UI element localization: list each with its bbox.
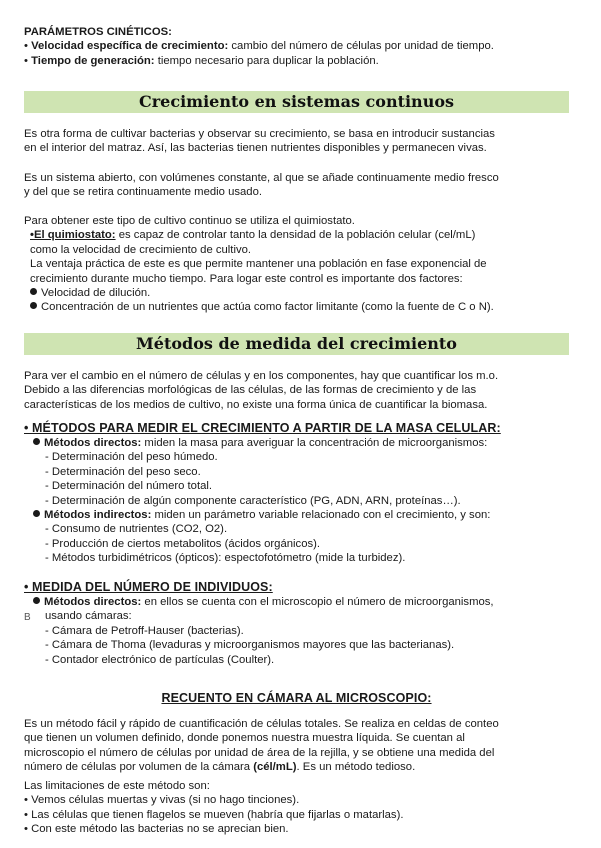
text-line: características de los medios de cultivo, no existe una forma única de cuantificar la biomasa.	[24, 398, 488, 411]
quimiostato-line	[24, 228, 580, 242]
count-direct-term: Métodos directos:	[44, 596, 142, 608]
bullet-dot-icon	[30, 302, 37, 309]
bullet: •	[24, 54, 28, 67]
text-segment: . Es un método tedioso.	[296, 761, 416, 774]
list-item: - Cámara de Thoma (levaduras y microorganismos mayores que las bacterianas).	[45, 639, 455, 652]
indirect-methods	[24, 508, 580, 522]
text-line: Es otra forma de cultivar bacterias y observar su crecimiento, se basa en introducir sustancias	[24, 128, 495, 140]
list-item: - Determinación del peso seco.	[45, 465, 201, 478]
mass-heading: • MÉTODOS PARA MEDIR EL CRECIMIENTO A PARTIR DE LA MASA CELULAR:	[24, 421, 501, 435]
list-item: - Determinación de algún componente característico (PG, ADN, ARN, proteínas…).	[45, 494, 461, 507]
indirect-term: Métodos indirectos:	[44, 509, 152, 522]
text-line-last	[24, 760, 580, 774]
text-line: Es un sistema abierto, con volúmenes constante, al que se añade continuamente medio fresco	[24, 172, 499, 184]
mass-methods	[24, 420, 580, 566]
direct-term: Métodos directos:	[44, 437, 142, 449]
text-line: y del que se retira continuamente medio usado.	[24, 186, 263, 199]
bullet: •	[24, 40, 28, 53]
list-item: - Determinación del número total.	[45, 480, 213, 493]
text-line: como la velocidad de crecimiento de cultivo.	[30, 243, 252, 256]
text-line: microscopio el número de células por unidad de área de la rejilla, y se obtiene una medida del	[24, 746, 495, 759]
direct-text: miden la masa para averiguar la concentración de microorganismos:	[141, 437, 488, 449]
text-line: Para obtener este tipo de cultivo continuo se utiliza el quimiostato.	[24, 215, 355, 227]
list-item: - Cámara de Petroff-Hauser (bacterias).	[45, 624, 244, 637]
kinetic-section	[24, 25, 580, 68]
chamber-limits	[24, 779, 580, 837]
limit-item: • Con este método las bacterias no se aprecian bien.	[24, 823, 289, 836]
chamber-heading-wrap	[24, 691, 569, 705]
list-item: - Contador electrónico de partículas (Coulter).	[45, 653, 275, 666]
text-line: Es un método fácil y rápido de cuantificación de células totales. Se realiza en celdas de conteo	[24, 718, 499, 730]
chamber-heading: RECUENTO EN CÁMARA AL MICROSCOPIO:	[161, 691, 432, 705]
kinetic-term: Tiempo de generación:	[31, 54, 155, 67]
list-item: - Producción de ciertos metabolitos (ácidos orgánicos).	[45, 537, 321, 550]
direct-methods	[24, 436, 580, 450]
count-direct	[24, 595, 580, 609]
text-segment: número de células por volumen de la cámara	[24, 761, 254, 774]
factor-text: Velocidad de dilución.	[41, 287, 151, 300]
list-item: - Determinación del peso húmedo.	[45, 451, 218, 464]
kinetic-item	[24, 39, 580, 53]
text-line: Para ver el cambio en el número de células y en los componentes, hay que cuantificar los m.o.	[24, 370, 499, 382]
unit-bold: (cél/mL)	[253, 761, 297, 774]
factor-item	[24, 286, 580, 300]
section-title-methods: Métodos de medida del crecimiento	[24, 333, 569, 355]
continuous-p1	[24, 127, 580, 156]
bullet-dot-icon	[33, 597, 40, 604]
indirect-text: miden un parámetro variable relacionado con el crecimiento, y son:	[151, 509, 491, 522]
count-direct-cont: usando cámaras:	[45, 610, 132, 623]
continuous-p3	[24, 214, 580, 315]
margin-mark: B	[24, 612, 31, 623]
text-line: que tienen un volumen definido, donde ponemos nuestra muestra líquida. Se cuentan al	[24, 732, 465, 745]
list-item: - Métodos turbidimétricos (ópticos): espectofotómetro (mide la turbidez).	[45, 552, 406, 565]
bullet-dot-icon	[30, 288, 37, 295]
limit-item: • Vemos células muertas y vivas (si no hago tinciones).	[24, 794, 300, 807]
text-line: La ventaja práctica de este es que permite mantener una población en fase exponencial de	[30, 258, 487, 271]
list-item: - Consumo de nutrientes (CO2, O2).	[45, 523, 228, 536]
factor-item	[24, 300, 580, 314]
section-title-continuous: Crecimiento en sistemas continuos	[24, 91, 569, 113]
text-line: Debido a las diferencias morfológicas de las células, de las formas de crecimiento y de las	[24, 384, 477, 397]
kinetic-text: tiempo necesario para duplicar la población.	[154, 54, 379, 67]
kinetic-item	[24, 54, 580, 68]
bullet-dot-icon	[33, 510, 40, 517]
kinetic-text: cambio del número de células por unidad de tiempo.	[228, 40, 494, 53]
factor-text: Concentración de un nutrientes que actúa como factor limitante (como la fuente de C o N).	[41, 301, 494, 314]
limit-item: • Las células que tienen flagelos se mueven (habría que fijarlas o matarlas).	[24, 808, 404, 821]
kinetic-term: Velocidad específica de crecimiento:	[31, 40, 229, 53]
quimiostato-term: El quimiostato:	[33, 229, 116, 242]
bullet-dot-icon	[33, 438, 40, 445]
continuous-p2	[24, 171, 580, 200]
kinetic-title: PARÁMETROS CINÉTICOS:	[24, 26, 172, 38]
text-line: crecimiento durante mucho tiempo. Para logar este control es importante dos factores:	[30, 272, 463, 285]
quimiostato-rest: es capaz de controlar tanto la densidad de la población celular (cel/mL)	[115, 229, 476, 242]
chamber-p1	[24, 717, 580, 775]
count-direct-text: en ellos se cuenta con el microscopio el número de microorganismos,	[141, 596, 494, 608]
methods-intro	[24, 369, 580, 412]
quimiostato-bullet: •	[30, 229, 34, 242]
limits-title: Las limitaciones de este método son:	[24, 780, 210, 792]
count-heading: • MEDIDA DEL NÚMERO DE INDIVIDUOS:	[24, 580, 273, 594]
text-line: en el interior del matraz. Así, las bacterias tienen nutrientes disponibles y permanecen vivas.	[24, 142, 487, 155]
count-methods	[24, 579, 580, 667]
